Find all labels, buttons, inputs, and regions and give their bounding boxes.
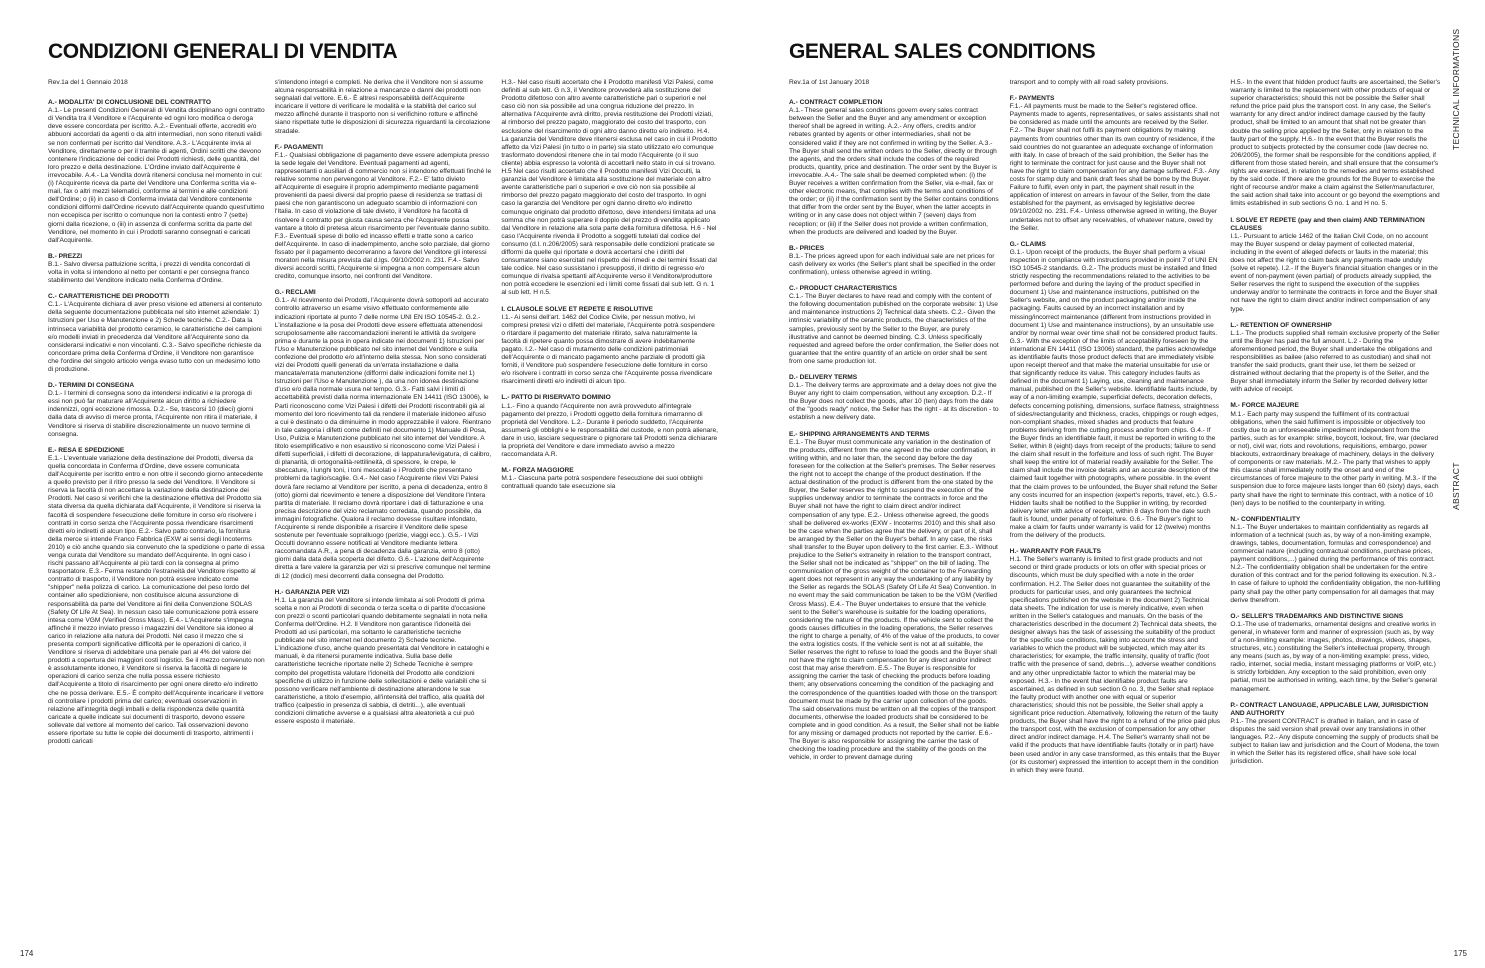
clause-body: F.1.- Qualsiasi obbligazione di pagamento deve essere adempiuta presso la sede legale del Venditore. Eventuali pagamenti ad agenti, rappresentanti o ausiliari di commercio non si intendono effettuati finché le relative somme non pervengono al Venditore. F.2.- E' fatto divieto all'Acquirente di eseguire il proprio adempimento mediante pagamenti provenienti da paesi diversi dal proprio paese di residenza se trattasi di paesi che non garantiscono un adeguato scambio di informazioni con l'Italia. In caso di violazione di tale divieto, il Venditore ha facoltà di risolvere il contratto per giusta causa senza che l'Acquirente possa vantare a titolo di pretesa alcun risarcimento per l'eventuale danno subito. F.3.- Eventuali spese di bollo ed incasso effetti e tratte sono a carico dell'Acquirente. In caso di inadempimento, anche solo parziale, dal giorno fissato per il pagamento decorreranno a favore del Venditore gli interessi moratori nella misura prevista dal d.lgs. 09/10/2002 n. 231. F.4.- Salvo diversi accordi scritti, l'Acquirente si impegna a non compensare alcun credito, comunque insorto, nei confronti del Venditore. bbox=[274, 151, 492, 281]
clause-section bbox=[1010, 95, 1221, 233]
clause-section bbox=[501, 306, 718, 387]
clause-heading: L.- PATTO DI RISERVATO DOMINIO bbox=[501, 394, 611, 402]
clause-section bbox=[275, 144, 492, 282]
clause-heading: D.- DELIVERY TERMS bbox=[789, 374, 858, 381]
text-column bbox=[1010, 79, 1221, 919]
clause-body: L.1.- The products supplied shall remain exclusive property of the Seller until the Buyer has paid the full amount. L.2 - During the aforementioned period, the Buyer shall undertake the obligations and responsibilities as bailee (also referred to as custodian) and shall not transfer the said products, grant their use, let them be seized or distrained without declaring that the property is of the Seller, and the Buyer shall immediately inform the Seller by recorded delivery letter with advice of receipt. bbox=[1230, 329, 1440, 394]
text-column bbox=[48, 79, 265, 919]
english-columns bbox=[789, 79, 1441, 919]
clause-heading: M.- FORCE MAJEURE bbox=[1230, 402, 1299, 410]
clause-heading: M.- FORZA MAGGIORE bbox=[501, 467, 574, 475]
clause-section bbox=[1230, 79, 1441, 209]
clause-body: F.1.- All payments must be made to the Seller's registered office. Payments made to agents, representatives, or sales assistants shall not be considered as made until the amounts are received by the Seller. F.2.- The Buyer shall not fulfil its payment obligations by making payments from countries other than its own country of residence, if the said countries do not guarantee an adequate exchange of information with Italy. In case of breach of the said prohibition, the Seller has the right to terminate the contract for just cause and the Buyer shall not have the right to claim compensation for any damage suffered. F.3.- Any costs for stamp duty and bank draft fees shall be borne by the Buyer. Failure to fulfil, even only in part, the payment shall result in the application of interest on arrears in favour of the Seller, from the date established for the payment, as envisaged by legislative decree 09/10/2002 no. 231. F.4.- Unless otherwise agreed in writing, the Buyer undertakes not to offset any receivables, of whatever nature, owed by the Seller. bbox=[1009, 103, 1220, 232]
revision-note: Rev.1a del 1 Gennaio 2018 bbox=[48, 79, 128, 86]
clause-body: C.1.- L'Acquirente dichiara di aver preso visione ed attenersi al contenuto della seguente documentazione pubblicata nel sito internet aziendale: 1) Istruzioni per Uso e Manutenzione e 2) Schede tecniche. C.2.- Data la intrinseca variabilità del prodotto ceramico, le caratteristiche dei campioni e/o modelli inviati in precedenza dal Venditore all'Acquirente sono da considerarsi indicativi e non vincolanti. C.3.- Salvo specifiche richieste da concordare prima della Conferma d'Ordine, il Venditore non garantisce che l'ordine del singolo articolo venga evaso tutto con un medesimo lotto di produzione. bbox=[48, 301, 262, 373]
side-tab-technical-informations[interactable]: TECHNICAL INFORMATIONS bbox=[1451, 28, 1461, 150]
clause-body: P.1.- The present CONTRACT is drafted in Italian, and in case of disputes the said version shall prevail over any translations in other languages. P.2.- Any dispute concerning the supply of products shall be subject to Italian law and jurisdiction and the Court of Modena, the town in which the Seller has its registered office, shall have sole local jurisdiction. bbox=[1230, 717, 1439, 766]
clause-section bbox=[1230, 322, 1441, 395]
clause-section bbox=[789, 431, 1000, 763]
clause-body: A.1.- Le presenti Condizioni Generali di Vendita disciplinano ogni contratto di Vendita tra il Venditore e l'Acquirente ed ogni loro modifica o deroga deve essere concordata per iscritto. A.2.- Eventuali offerte, accrediti e/o abbuoni accordati da agenti o da altri intermediari, non sono ritenuti validi se non confermati per iscritto dal Venditore. A.3.- L'Acquirente invia al Venditore, direttamente o per il tramite di agenti, Ordini scritti che devono contenere l'indicazione dei codici dei Prodotti richiesti, delle quantità, del loro prezzo e della destinazione. L'Ordine inviato dall'Acquirente è irrevocabile. A.4.- La Vendita dovrà ritenersi conclusa nel momento in cui: (i) l'Acquirente riceva da parte del Venditore una Conferma scritta via e-mail, fax o altri mezzi telematici, conforme ai termini e alle condizioni dell'Ordine; o (ii) in caso di Conferma inviata dal Venditore contenente condizioni difformi dall'Ordine ricevuto dall'Acquirente quando quest'ultimo non eccepisca per iscritto o comunque non la contesti entro 7 (sette) giorni dalla ricezione, o (iii) in assenza di conferma scritta da parte del Venditore, nel momento in cui i Prodotti saranno consegnati e caricati dall'Acquirente. bbox=[48, 107, 265, 244]
clause-body: I.1.- Pursuant to article 1462 of the Italian Civil Code, on no account may the Buyer suspend or delay payment of collected material, including in the event of alleged defects or faults in the material; this does not affect the right to claim back any payments made unduly (solve et repete). I.2.- If the Buyer's financial situation changes or in the event of non-payment (even partial) of products already supplied, the Seller reserves the right to suspend the execution of the supplies underway and/or to terminate the contracts in force and the Buyer shall not have the right to claim direct and/or indirect compensation of any type. bbox=[1230, 232, 1438, 313]
clause-heading: E.- SHIPPING ARRANGEMENTS AND TERMS bbox=[789, 430, 930, 438]
clause-heading: C.- CARATTERISTICHE DEI PRODOTTI bbox=[48, 293, 170, 301]
clause-body: O.1.-The use of trademarks, ornamental designs and creative works in general, in whatever form and manner of expression (such as, by way of a non-limiting example: images, photos, drawings, videos, shapes, structures, etc.) constituting the Seller's intellectual property, through any means (such as, by way of a non-limiting example: press, video, radio, internet, social media, instant messaging platforms or VoIP, etc.) is strictly forbidden. Any exception to the said prohibition, even only partial, must be authorised in writing, each time, by the Seller's general management. bbox=[1230, 620, 1437, 693]
text-column bbox=[789, 79, 1000, 919]
clause-heading: H.- GARANZIA PER VIZI bbox=[274, 588, 350, 596]
clause-body: H.3.- Nel caso risulti accertato che il Prodotto manifesti Vizi Palesi, come definiti al sub lett. G n.3, il Venditore provvederà alla sostituzione del Prodotto difettoso con altro avente caratteristiche pari o superiori e nel caso ciò non sia possibile ad una congrua riduzione del prezzo. In alternativa l'Acquirente avrà diritto, previa restituzione dei Prodotti viziati, al rimborso del prezzo pagato, maggiorato dei costo del trasporto, con esclusione del risarcimento di ogni altro danno diretto e/o indiretto. H.4. La garanzia del Venditore deve ritenersi esclusa nel caso in cui il Prodotto affetto da Vizi Palesi (in tutto o in parte) sia stato utilizzato e/o comunque trasformato dovendosi ritenere che in tal modo l'Acquirente (o il suo cliente) abbia espresso la volontà di accettarli nello stato in cui si trovano. H.5 Nel caso risulti accertato che il Prodotto manifesti Vizi Occulti, la garanzia del Venditore è limitata alla sostituzione del materiale con altro avente caratteristiche pari o superiori e ove ciò non sia possibile al rimborso del prezzo pagato maggiorato del costo del trasporto. In ogni caso la garanzia del Venditore per ogni danno diretto e/o indiretto comunque originato dal prodotto difettoso, deve intendersi limitata ad una somma che non potrà superare il doppio del prezzo di vendita applicato dal Venditore in relazione alla sola parte della fornitura difettosa. H.6 - Nel caso l'Acquirente rivenda il Prodotto a soggetti tutelati dal codice del consumo (d.l. n.206/2005) sarà responsabile delle condizioni praticate se difformi da quelle qui riportate e dovrà accertarsi che i diritti del consumatore siano esercitati nel rispetto dei rimedi e dei termini fissati dal tale codice. Nel caso sussistano i presupposti, il diritto di regresso e/o comunque di rivalsa spettanti all'Acquirente verso il Venditore/produttore non potrà eccedere le esenzioni ed i limiti come fissati dal sub lett. G n. 1 al sub lett. H n.5. bbox=[501, 79, 717, 297]
clause-body: N.1.- The Buyer undertakes to maintain confidentiality as regards all information of a technical (such as, by way of a non-limiting example, drawings, tables, documentation, formulas and correspondence) and commercial nature (including contractual conditions, purchase prices, payment conditions,...) gained during the performance of this contract. N.2.- The confidentiality obligation shall be undertaken for the entire duration of this contract and for the period following its execution. N.3.- In case of failure to uphold the confidentiality obligation, the non-fulfilling party shall pay the other party compensation for all damages that may derive therefrom. bbox=[1230, 523, 1441, 604]
clause-heading: B.- PREZZI bbox=[48, 252, 83, 260]
clause-body: transport and to comply with all road safety provisions. bbox=[1009, 79, 1169, 86]
clause-section bbox=[275, 79, 492, 136]
clause-heading: I. SOLVE ET REPETE (pay and then claim) AND TERMINATION CLAUSES bbox=[1230, 216, 1425, 232]
clause-heading: B.- PRICES bbox=[789, 244, 825, 252]
clause-section bbox=[1010, 548, 1221, 775]
page-number-right: 175 bbox=[1453, 949, 1467, 958]
clause-section bbox=[501, 79, 718, 298]
clause-heading: A.- CONTRACT COMPLETION bbox=[789, 99, 883, 107]
page-title-english: GENERAL SALES CONDITIONS bbox=[789, 40, 1096, 63]
clause-section bbox=[48, 382, 265, 439]
clause-heading: O.- SELLER'S TRADEMARKS AND DISTINCTIVE SIGNS bbox=[1230, 612, 1404, 620]
clause-heading: G.- CLAIMS bbox=[1009, 240, 1046, 248]
clause-heading: N.- CONFIDENTIALITY bbox=[1230, 515, 1301, 523]
clause-heading: F.- PAYMENTS bbox=[1009, 95, 1055, 103]
page-title-italian: CONDIZIONI GENERALI DI VENDITA bbox=[48, 40, 398, 63]
clause-heading: C.- PRODUCT CHARACTERISTICS bbox=[789, 285, 898, 293]
clause-body: s'intendono integri e completi. Ne deriva che il Venditore non si assume alcuna responsabilità in relazione a mancanze o danni dei prodotti non segnalati dal vettore. E.6.- È altresì responsabilità dell'Acquirente incaricare il vettore di verificare le modalità e la stabilità del carico sul mezzo affinché durante il trasporto non si verifichino rotture e affinché siano rispettate tutte le disposizioni di sicurezza riguardanti la circolazione stradale. bbox=[274, 79, 491, 135]
clause-body: H.5.- In the event that hidden product faults are ascertained, the Seller's warranty is limited to the replacement with other products of equal or superior characteristics; should this not be possible the Seller shall refund the price paid plus the transport cost. In any case, the Seller's warranty for any direct and/or indirect damage caused by the faulty product, shall be limited to an amount that shall not be greater than double the selling price applied by the Seller, only in relation to the faulty part of the supply. H.6.- In the event that the Buyer resells the product to subjects protected by the consumer code (law decree no. 206/2005), the former shall be responsible for the conditions applied, if different from those stated herein, and shall ensure that the consumer's rights are exercised, in relation to the remedies and terms established by the said code. If there are the grounds for the Buyer to exercise the right of recourse and/or make a claim against the Seller/manufacturer, the said action shall take into account or go beyond the exemptions and limits established in sub sections G no. 1 and H no. 5. bbox=[1230, 79, 1441, 208]
clause-body: E.1.- L'eventuale variazione della destinazione dei Prodotti, diversa da quella concordata in Conferma d'Ordine, deve essere comunicata dall'Acquirente per iscritto entro e non oltre il secondo giorno antecedente a quello previsto per il ritiro presso la sede del Venditore. Il Venditore si riserva la facoltà di non accettare la variazione della destinazione dei Prodotti. Nel caso si verifichi che la destinazione effettiva del Prodotto sia stata diversa da quella dichiarata dall'Acquirente, il Venditore si riserva la facoltà di sospendere l'esecuzione delle forniture in corso e/o risolvere i contratti in corso senza che l'Acquirente possa rivendicare risarcimenti diretti e/o indiretti di alcun tipo. E.2.- Salvo patto contrario, la fornitura della merce si intende Franco Fabbrica (EXW ai sensi degli Incoterms 2010) e ciò anche quando sia convenuto che la spedizione o parte di essa venga curata dal Venditore su mandato dell'Acquirente. In ogni caso i rischi passano all'Acquirente al più tardi con la consegna al primo trasportatore. E.3.- Ferma restando l'estraneità del Venditore rispetto al contratto di trasporto, il Venditore non potrà essere indicato come "shipper" nella polizza di carico. La comunicazione del peso lordo del container allo spedizioniere, non costituisce alcuna assunzione di responsabilità da parte del Venditore ai fini della Convenzione SOLAS (Safety Of Life At Sea). In nessun caso tale comunicazione potrà essere intesa come VGM (Verified Gross Mass). E.4.- L'Acquirente s'impegna affinché il mezzo inviato presso i magazzini del Venditore sia idoneo al carico in relazione alla natura dei Prodotti. Nel caso il mezzo che si presenta comporti significative difficoltà per le operazioni di carico, il Venditore si riserva di addebitare una penale pari al 4% del valore dei prodotti a copertura dei maggiori costi logistici. Se il mezzo convenuto non è assolutamente idoneo, il Venditore si riserva la facoltà di negare le operazioni di carico senza che nulla possa essere richiesto dall'Acquirente a titolo di risarcimento per ogni onere diretto e/o indiretto che ne possa derivare. E.5.- È compito dell'Acquirente incaricare il vettore di controllare i prodotti prima del carico; eventuali osservazioni in relazione all'integrità degli imballi e della rispondenza delle quantità caricate a quelle indicate sui documenti di trasporto, devono essere sollevate dal vettore al momento del carico. Tali osservazioni devono essere riportate su tutte le copie dei documenti di trasporto, altrimenti i prodotti caricati bbox=[48, 454, 265, 746]
clause-section bbox=[501, 467, 718, 491]
clause-body: A.1.- These general sales conditions govern every sales contract between the Seller and the Buyer and any amendment or exception thereof shall be agreed in writing. A.2.- Any offers, credits and/or rebates granted by agents or other intermediaries, shall not be considered valid if they are not confirmed in writing by the Seller. A.3.- The Buyer shall send the written orders to the Seller, directly or through the agents, and the orders shall include the codes of the required products, quantity, price and destination. The order sent by the Buyer is irrevocable. A.4.- The sale shall be deemed completed when: (i) the Buyer receives a written confirmation from the Seller, via e-mail, fax or other electronic means, that complies with the terms and conditions of the order; or (ii) if the confirmation sent by the Seller contains conditions that differ from the order sent by the Buyer, when the latter accepts in writing or in any case does not object within 7 (seven) days from reception; or (iii) if the Seller does not provide a written confirmation, when the products are delivered and loaded by the Buyer. bbox=[789, 107, 999, 236]
left-page bbox=[0, 0, 742, 968]
clause-heading: F.- PAGAMENTI bbox=[274, 143, 323, 151]
clause-section bbox=[1230, 702, 1441, 767]
clause-section bbox=[1230, 402, 1441, 507]
clause-heading: P.- CONTRACT LANGUAGE, APPLICABLE LAW, JURISDICTION AND AUTHORITY bbox=[1230, 701, 1429, 717]
clause-section bbox=[48, 253, 265, 285]
clause-body: M.1.- Ciascuna parte potrà sospendere l'esecuzione dei suoi obblighi contrattuali quando tale esecuzione sia bbox=[501, 475, 703, 491]
clause-section bbox=[48, 99, 265, 245]
text-column bbox=[1230, 79, 1441, 919]
clause-body: H.1. La garanzia del Venditore si intende limitata ai soli Prodotti di prima scelta e non ai Prodotti di seconda o terza scelta o di partite d'occasione con prezzi o sconti particolari quando debitamente segnalati in nota nella Conferma dell'Ordine. H.2. Il Venditore non garantisce l'idoneità dei Prodotti ad usi particolari, ma soltanto le caratteristiche tecniche pubblicate nel sito internet nel documento 2) Schede tecniche. L'indicazione d'uso, anche quando presentata dal Venditore in cataloghi e manuali, è da ritenersi puramente indicativa. Sulla base delle caratteristiche tecniche riportate nelle 2) Schede Tecniche è sempre compito del progettista valutare l'idoneità del Prodotto alle condizioni specifiche di utilizzo in funzione delle sollecitazioni e delle variabili che si possono verificare nell'ambiente di destinazione alterandone le sue caratteristiche, a titolo d'esempio, all'intensità del traffico, alla qualità del traffico (calpestio in presenza di sabbia, di detriti...), alle eventuali condizioni climatiche avverse e a qualsiasi altra aleatorietà a cui può essere esposto il materiale. bbox=[274, 596, 490, 726]
clause-section bbox=[1010, 241, 1221, 540]
clause-section bbox=[275, 589, 492, 727]
right-page bbox=[743, 0, 1485, 968]
clause-heading: D.- TERMINI DI CONSEGNA bbox=[48, 382, 135, 390]
page-number-left: 174 bbox=[20, 949, 34, 958]
clause-body: I.1.- Ai sensi dell'art. 1462 del Codice Civile, per nessun motivo, ivi compresi pretesi vizi o difetti del materiale, l'Acquirente potrà sospendere o ritardare il pagamento del materiale ritirato, salva naturalmente la facoltà di ripetere quanto possa dimostrare di avere indebitamente pagato. I.2.- Nel caso di mutamento delle condizioni patrimoniali dell'Acquirente o di mancato pagamento anche parziale di prodotti già forniti, il Venditore può sospendere l'esecuzione delle forniture in corso e/o risolvere i contratti in corso senza che l'Acquirente possa rivendicare risarcimenti diretti e/o indiretti di alcun tipo. bbox=[501, 313, 715, 386]
clause-section bbox=[1230, 613, 1441, 694]
clause-section bbox=[789, 245, 1000, 277]
clause-section bbox=[275, 289, 492, 580]
clause-body: G.1.- Al ricevimento dei Prodotti, l'Acquirente dovrà sottoporli ad accurato controllo attraverso un esame visivo effettuato conformemente alle indicazioni riportate al punto 7 delle norme UNI EN ISO 10545-2. G.2.- L'installazione e la posa dei Prodotti deve essere effettuata attenendosi scrupolosamente alle raccomandazioni inerenti le attività da svolgere prima e durante la posa in opera indicate nei documenti 1) Istruzioni per l'Uso e Manutenzione pubblicato nel sito internet del Venditore e sulla confezione del prodotto e/o all'interno della stessa. Non sono considerati vizi dei Prodotti quelli generati da un'errata installazione e dalla mancata/errata manutenzione (difformi dalle indicazioni fornite nel 1) Istruzioni per l'Uso e Manutenzione ), da una non idonea destinazione d'uso e/o dalla normale usura nel tempo. G.3.- Fatti salvi i limiti di accettabilità previsti dalla norma internazionale EN 14411 (ISO 13006), le Parti riconoscono come Vizi Palesi i difetti dei Prodotti riscontrabili già al momento del loro ricevimento tali da rendere il materiale inidoneo all'uso a cui è destinato o da diminuirne in modo apprezzabile il valore. Rientrano in tale categoria i difetti come definiti nel documento 1) Manuale di Posa, Uso, Pulizia e Manutenzione pubblicato nel sito internet del Venditore. A titolo esemplificativo e non esaustivo si riconoscono come Vizi Palesi i difetti superficiali, i difetti di decorazione, di lappatura/levigatura, di calibro, di planarità, di ortogonalità-rettilineità, di spessore, le crepe, le sbeccature, i lunghi toni, i toni mescolati e i Prodotti che presentano problemi da taglio/scaglie. G.4.- Nel caso l'Acquirente rilevi Vizi Palesi dovrà fare reclamo al Venditore per iscritto, a pena di decadenza, entro 8 (otto) giorni dal ricevimento e tenere a disposizione del Venditore l'intera partita di materiale. Il reclamo dovrà riportare i dati di fatturazione e una precisa descrizione del vizio reclamato corredata, quando possibile, da immagini fotografiche. Qualora il reclamo dovesse risultare infondato, l'Acquirente si rende disponibile a risarcire il Venditore delle spese sostenute per l'eventuale sopralluogo (perizie, viaggi ecc.). G.5.- I Vizi Occulti dovranno essere notificati al Venditore mediante lettera raccomandata A.R., a pena di decadenza dalla garanzia, entro 8 (otto) giorni dalla data della scoperta del difetto. G.6.- L'azione dell'Acquirente diretta a fare valere la garanzia per vizi si prescrive comunque nel termine di 12 (dodici) mesi decorrenti dalla consegna del Prodotto. bbox=[274, 297, 492, 580]
clause-section bbox=[48, 447, 265, 746]
clause-section bbox=[1010, 79, 1221, 87]
italian-columns bbox=[48, 79, 718, 919]
clause-body: E.1.- The Buyer must communicate any variation in the destination of the products, different from the one agreed in the order confirmation, in writing within, and no later than, the second day before the day foreseen for the collection at the Seller's premises. The Seller reserves the right not to accept the change of the product destination. If the actual destination of the product is different from the one stated by the Buyer, the Seller reserves the right to suspend the execution of the supplies underway and/or to terminate the contracts in force and the Buyer shall not have the right to claim direct and/or indirect compensation of any type. E.2.- Unless otherwise agreed, the goods shall be delivered ex-works (EXW - Incoterms 2010) and this shall also be the case when the parties agree that the delivery, or part of it, shall be arranged by the Seller on the Buyer's behalf. In any case, the risks shall transfer to the Buyer upon delivery to the first carrier. E.3.- Without prejudice to the Seller's extraneity in relation to the transport contract, the Seller shall not be indicated as "shipper" on the bill of lading. The communication of the gross weight of the container to the Forwarding agent does not represent in any way the undertaking of any liability by the Seller as regards the SOLAS (Safety Of Life At Sea) Convention. In no event may the said communication be taken to be the VGM (Verified Gross Mass). E.4.- The Buyer undertakes to ensure that the vehicle sent to the Seller's warehouse is suitable for the loading operations, considering the nature of the products. If the vehicle sent to collect the goods causes difficulties in the loading operations, the Seller reserves the right to charge a penalty, of 4% of the value of the products, to cover the extra logistics costs. If the vehicle sent is not at all suitable, the Seller reserves the right to refuse to load the goods and the Buyer shall not have the right to claim compensation for any direct and/or indirect cost that may arise therefrom. E.5.- The Buyer is responsible for assigning the carrier the task of checking the products before loading them; any observations concerning the condition of the packaging and the correspondence of the quantities loaded with those on the transport document must be made by the carrier upon collection of the goods. The said observations must be written on all the copies of the transport documents, otherwise the loaded products shall be considered to be complete and in good condition. As a result, the Seller shall not be liable for any missing or damaged products not reported by the carrier. E.6.- The Buyer is also responsible for assigning the carrier the task of checking the loading procedure and the stability of the goods on the vehicle, in order to prevent damage during bbox=[789, 438, 1000, 762]
revision-note: Rev.1a of 1st January 2018 bbox=[789, 79, 870, 86]
clause-body: M.1.- Each party may suspend the fulfilment of its contractual obligations, when the said fulfilment is impossible or objectively too costly due to an unforeseeable impediment independent from the parties, such as for example: strike, boycott, lockout, fire, war (declared or not), civil war, riots and revolutions, requisitions, embargo, power blackouts, extraordinary breakage of machinery, delays in the delivery of components or raw materials. M.2.- The party that wishes to apply this clause shall immediately notify the onset and end of the circumstances of force majeure to the other party in writing. M.3.- If the suspension due to force majeure lasts longer than 60 (sixty) days, each party shall have the right to terminate this contract, with a notice of 10 (ten) days to be notified to the counterparty in writing. bbox=[1230, 410, 1439, 507]
clause-body: B.1.- Salvo diversa pattuizione scritta, i prezzi di vendita concordati di volta in volta si intendono al netto per contanti e per consegna franco stabilimento del Venditore indicato nella Conferma d'Ordine. bbox=[48, 260, 251, 285]
clause-heading: E.- RESA E SPEDIZIONE bbox=[48, 446, 125, 454]
clause-body: C.1.- The Buyer declares to have read and comply with the content of the following documentation published on the corporate website: 1) Use and maintenance instructions 2) Technical data sheets. C.2.- Given the intrinsic variability of the ceramic products, the characteristics of the samples, previously sent by the Seller to the Buyer, are purely illustrative and cannot be deemed binding. C.3. Unless specifically requested and agreed before the order confirmation, the Seller does not guarantee that the entire quantity of an article on order shall be sent from one same production lot. bbox=[789, 293, 999, 365]
clause-body: D.1.- I termini di consegna sono da intendersi indicativi e la proroga di essi non può far maturare all'Acquirente alcun diritto a richiedere indennizzi, ogni eccezione rimossa. D.2.- Se, trascorsi 10 (dieci) giorni dalla data di avviso di merce pronta, l'Acquirente non ritira il materiale, il Venditore si riserva di stabilire discrezionalmente un nuovo termine di consegna. bbox=[48, 390, 258, 438]
text-column bbox=[275, 79, 492, 919]
clause-heading: H.- WARRANTY FOR FAULTS bbox=[1009, 548, 1102, 556]
clause-body: D.1.- The delivery terms are approximate and a delay does not give the Buyer any right to claim compensation, without any exception. D.2.- If the Buyer does not collect the goods, after 10 (ten) days from the date of the "goods ready" notice, the Seller has the right - at its discretion - to establish a new delivery date. bbox=[789, 382, 999, 422]
clause-heading: I. CLAUSOLE SOLVE ET REPETE E RISOLUTIVE bbox=[501, 305, 653, 313]
clause-heading: A.- MODALITA' DI CONCLUSIONE DEL CONTRATTO bbox=[48, 99, 211, 107]
clause-body: L.1.- Fino a quando l'Acquirente non avrà provveduto all'integrale pagamento del prezzo, i Prodotti oggetto della fornitura rimarranno di proprietà del Venditore. L.2.- Durante il periodo suddetto, l'Acquirente assumerà gli obblighi e le responsabilità del custode, e non potrà alienare, dare in uso, lasciare sequestrare o pignorare tali Prodotti senza dichiarare la proprietà del Venditore e dare immediato avviso a mezzo raccomandata A.R. bbox=[501, 402, 718, 459]
text-column bbox=[501, 79, 718, 919]
clause-heading: G.- RECLAMI bbox=[274, 289, 316, 297]
clause-section bbox=[501, 394, 718, 459]
clause-section bbox=[789, 374, 1000, 423]
clause-body: H.1. The Seller's warranty is limited to first grade products and not second or third grade products or lots on offer with special prices or discounts, which must be duly specified with a note in the order confirmation. H.2. The Seller does not guarantee the suitability of the products for particular uses, and only guarantees the technical specifications published on the website in the document 2) Technical data sheets. The indication for use is merely indicative, even when written in the Seller's catalogues and manuals. On the basis of the characteristics described in the document 2) Technical data sheets, the designer always has the task of assessing the suitability of the product for the specific use conditions, taking into account the stress and variables to which the product will be subjected, which may alter its characteristics; for example, the traffic intensity, quality of traffic (foot traffic with the presence of sand, debris...), adverse weather conditions and any other unpredictable factor to which the material may be exposed. H.3.- In the event that identifiable product faults are ascertained, as defined in sub section G no. 3, the Seller shall replace the faulty product with another one with equal or superior characteristics; should this not be possible, the Seller shall apply a significant price reduction. Alternatively, following the return of the faulty products, the Buyer shall have the right to a refund of the price paid plus the transport cost, with the exclusion of compensation for any other direct and/or indirect damage. H.4. The Seller's warranty shall not be valid if the products that have identifiable faults (totally or in part) have been used and/or in any case transformed, as this entails that the Buyer (or its customer) expressed the intention to accept them in the condition in which they were found. bbox=[1009, 556, 1221, 774]
clause-section bbox=[1230, 217, 1441, 314]
clause-section bbox=[1230, 516, 1441, 605]
clause-body: B.1.- The prices agreed upon for each individual sale are net prices for cash delivery ex works (the Seller's plant shall be specified in the order confirmation), unless otherwise agreed in writing. bbox=[789, 252, 996, 276]
clause-section bbox=[789, 99, 1000, 237]
clause-section bbox=[789, 285, 1000, 366]
clause-body: G.1.- Upon receipt of the products, the Buyer shall perform a visual inspection in compliance with instructions provided in point 7 of UNI EN ISO 10545-2 standards. G.2.- The products must be installed and fitted strictly respecting the recommendations related to the activities to be performed before and during the laying of the product specified in document 1) Use and maintenance instructions, published on the Seller's website, and on the product packaging and/or inside the packaging. Faults caused by an incorrect installation and by missing/incorrect maintenance (different from instructions provided in document 1) Use and maintenance instructions), by an unsuitable use and/or by normal wear over time shall not be considered product faults. G.3.- With the exception of the limits of acceptability foreseen by the international EN 14411 (ISO 13006) standard, the parties acknowledge as identifiable faults those product defects that are immediately visible upon receipt thereof and that make the material unsuitable for use or that significantly reduce its value. This category includes faults as defined in the document 1) Laying, use, cleaning and maintenance manual, published on the Seller's website. Identifiable faults include, by way of a non-limiting example, superficial defects, decoration defects, defects concerning polishing, dimensions, surface flatness, straightness of sides/rectangularity and thickness, cracks, chippings or rough edges, non-compliant shades, mixed shades and products that feature problems deriving from the cutting process and/or from chips. G.4.- If the Buyer finds an identifiable fault, it must be reported in writing to the Seller, within 8 (eight) days from receipt of the products; failure to send the claim shall result in the forfeiture and loss of such right. The Buyer shall keep the entire lot of material readily available for the Seller. The claim shall include the invoice details and an accurate description of the claimed fault together with photographs, where possible. In the event that the claim proves to be unfounded, the Buyer shall refund the Seller any costs incurred for an inspection (expert's reports, travel, etc.). G.5.- Hidden faults shall be notified to the Supplier in writing, by recorded delivery letter with advice of receipt, within 8 days from the date such fault is found, under penalty of forfeiture. G.6.- The Buyer's right to make a claim for faults under warranty is valid for 12 (twelve) months from the delivery of the products. bbox=[1009, 248, 1219, 540]
side-tab-abstract[interactable]: ABSTRACT bbox=[1451, 462, 1461, 510]
clause-section bbox=[48, 293, 265, 374]
clause-heading: L.- RETENTION OF OWNERSHIP bbox=[1230, 321, 1332, 329]
